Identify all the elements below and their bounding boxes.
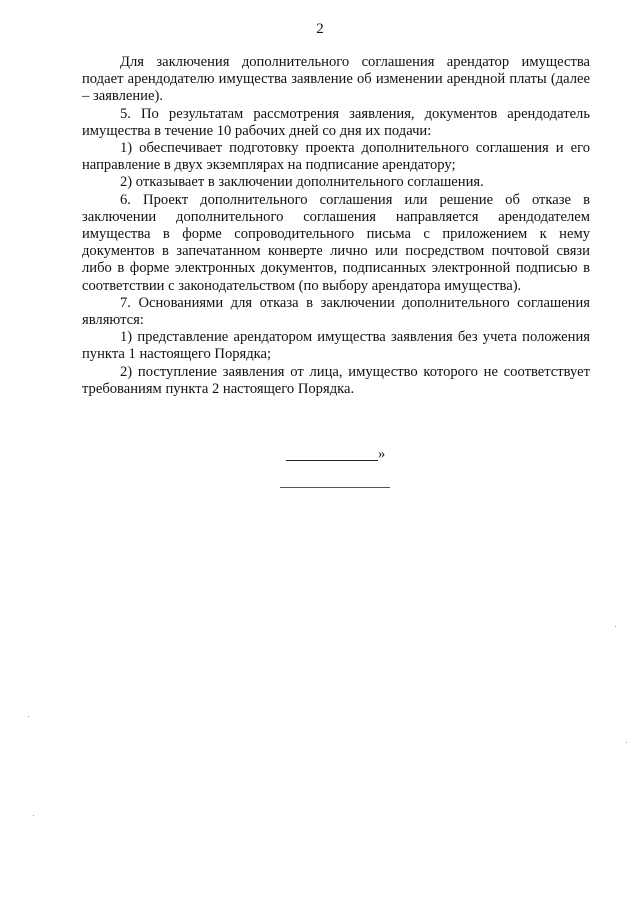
end-underline — [286, 460, 378, 461]
end-of-text-mark — [286, 446, 386, 464]
scan-speck — [615, 626, 616, 627]
page-number: 2 — [316, 21, 324, 37]
paragraph-clause-7-item-2: 2) поступление заявления от лица, имущество которого не соответствует требованиям пункта 2 настоящего Порядка. — [82, 363, 590, 397]
document-body — [82, 54, 590, 398]
scan-speck — [33, 815, 34, 816]
paragraph-clause-7-item-1: 1) представление арендатором имущества заявления без учета положения пункта 1 настоящего Порядка; — [82, 329, 590, 363]
paragraph-application: Для заключения дополнительного соглашения арендатор имущества подает арендодателю имущества заявление об изменении арендной платы (далее – заявление). — [82, 54, 590, 105]
paragraph-clause-5-item-1: 1) обеспечивает подготовку проекта дополнительного соглашения и его направление в двух экземплярах на подписание арендатору; — [82, 140, 590, 174]
closing-quote: » — [378, 446, 386, 462]
paragraph-clause-6: 6. Проект дополнительного соглашения или решение об отказе в заключении дополнительного соглашения направляется арендодателем имущества в форме сопроводительного письма с приложением к нему документов в запечатанном конверте лично или посредством почтовой связи либо в форме электронных документов, подписанных электронной подписью в соответствии с законодательством (по выбору арендатора имущества). — [82, 191, 590, 294]
paragraph-clause-7: 7. Основаниями для отказа в заключении дополнительного соглашения являются: — [82, 294, 590, 329]
scan-speck — [28, 716, 29, 717]
closing-rule — [280, 487, 390, 488]
paragraph-clause-5: 5. По результатам рассмотрения заявления, документов арендодатель имущества в течение 10 рабочих дней со дня их подачи: — [82, 105, 590, 139]
scan-speck — [626, 742, 627, 743]
paragraph-clause-5-item-2: 2) отказывает в заключении дополнительного соглашения. — [120, 174, 484, 191]
